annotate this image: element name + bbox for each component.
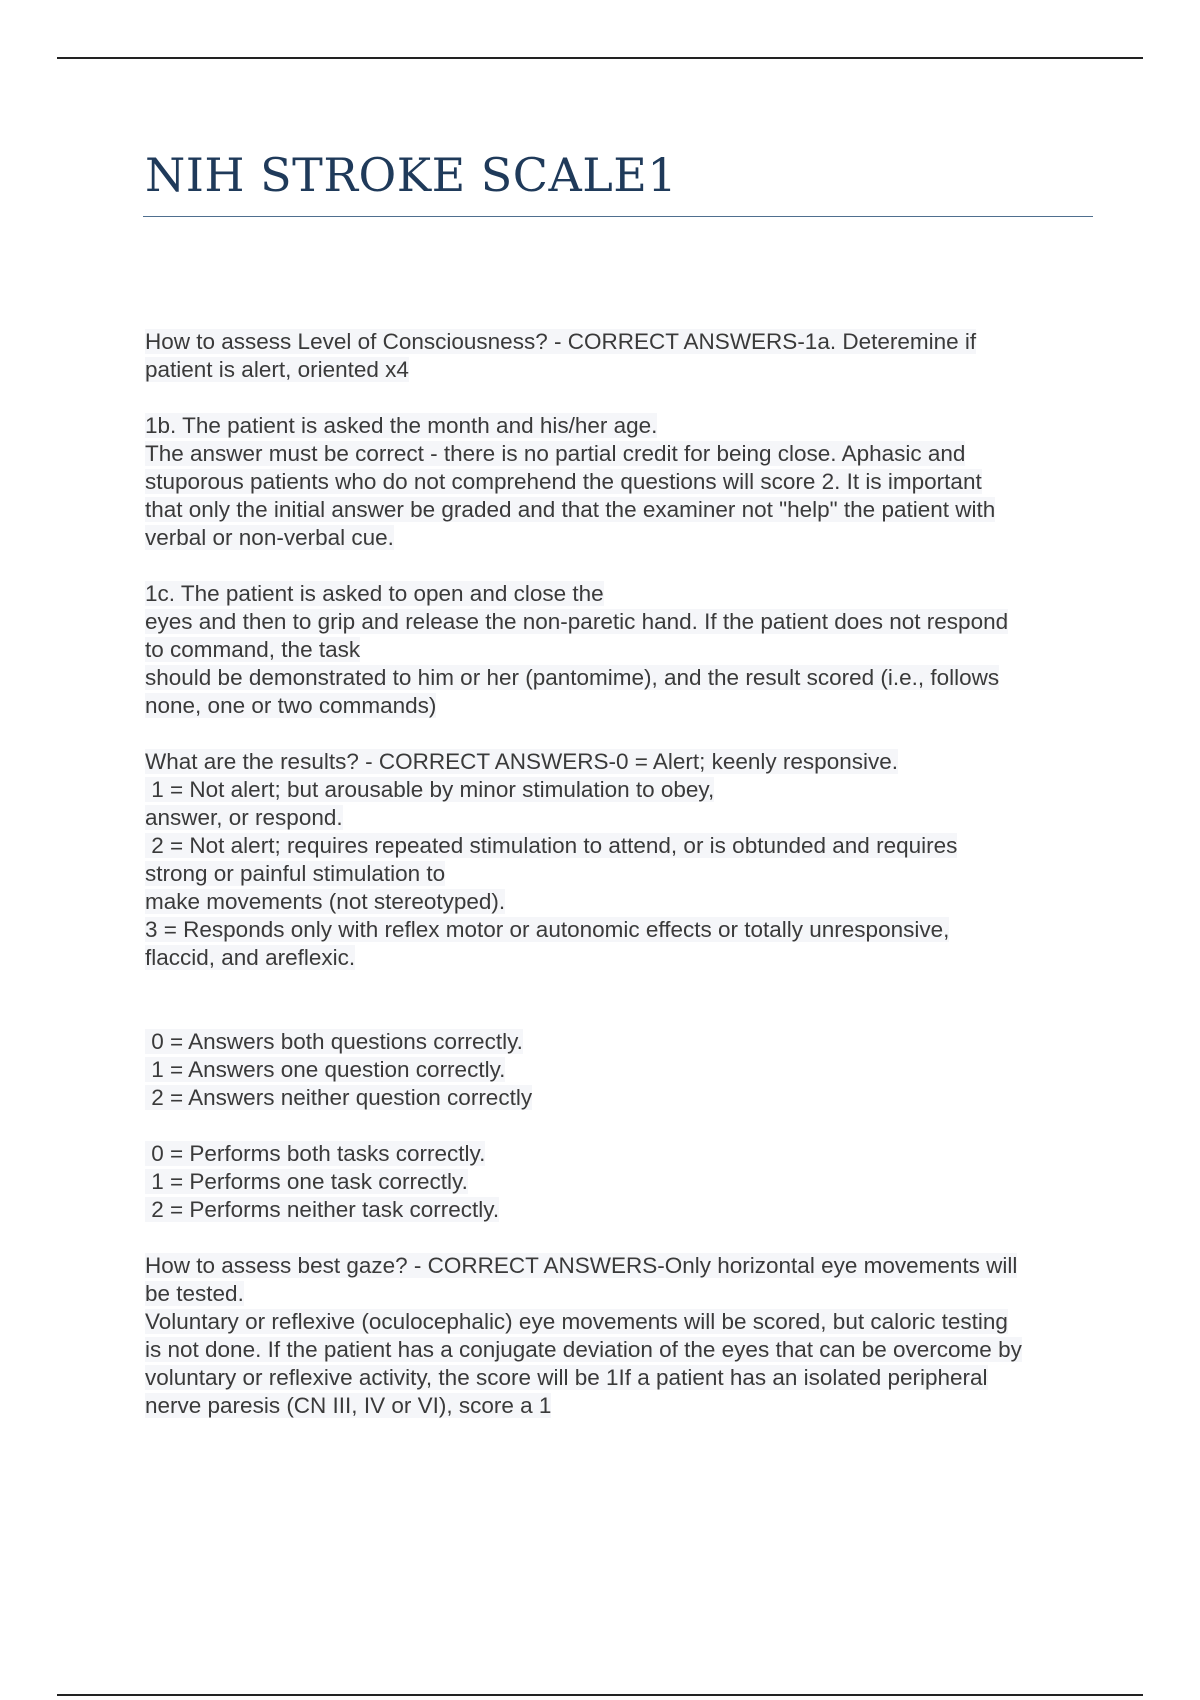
text-line (145, 524, 1105, 552)
text-line-content: to command, the task (145, 637, 361, 662)
text-line-content: verbal or non-verbal cue. (145, 525, 394, 550)
text-line-content: 0 = Performs both tasks correctly. (145, 1141, 486, 1166)
text-line-content: should be demonstrated to him or her (pantomime), and the result scored (i.e., follows (145, 665, 1000, 690)
text-line-content: 2 = Performs neither task correctly. (145, 1197, 500, 1222)
text-line-content: 1 = Performs one task correctly. (145, 1169, 468, 1194)
text-line (145, 580, 1105, 608)
text-line (145, 860, 1105, 888)
text-line (145, 664, 1105, 692)
text-line (145, 1392, 1105, 1420)
text-line-content: The answer must be correct - there is no partial credit for being close. Aphasic and (145, 441, 966, 466)
text-line-content: be tested. (145, 1281, 244, 1306)
text-line-content: voluntary or reflexive activity, the score will be 1If a patient has an isolated peripheral (145, 1365, 988, 1390)
text-line (145, 328, 1105, 356)
text-line-content: that only the initial answer be graded and that the examiner not "help" the patient with (145, 497, 996, 522)
text-line-content: Voluntary or reflexive (oculocephalic) eye movements will be scored, but caloric testing (145, 1309, 1008, 1334)
paragraph-level-of-consciousness (145, 328, 1105, 384)
text-line (145, 776, 1105, 804)
text-line (145, 832, 1105, 860)
paragraph-answers-scores (145, 1028, 1105, 1112)
text-line-content: How to assess Level of Consciousness? - CORRECT ANSWERS-1a. Deteremine if (145, 329, 977, 354)
text-line-content: stuporous patients who do not comprehend the questions will score 2. It is important (145, 469, 982, 494)
text-line-content: 1 = Not alert; but arousable by minor stimulation to obey, (145, 777, 715, 802)
text-line-content: flaccid, and areflexic. (145, 945, 356, 970)
text-line-content: 1c. The patient is asked to open and close the (145, 581, 604, 606)
text-line (145, 356, 1105, 384)
text-line (145, 916, 1105, 944)
paragraph-best-gaze (145, 1252, 1105, 1420)
text-line (145, 748, 1105, 776)
text-line-content: 3 = Responds only with reflex motor or autonomic effects or totally unresponsive, (145, 917, 950, 942)
document-body (145, 328, 1105, 1448)
text-line-content: nerve paresis (CN III, IV or VI), score a 1 (145, 1393, 552, 1418)
text-line (145, 608, 1105, 636)
text-line (145, 1056, 1105, 1084)
title-underline (143, 216, 1093, 217)
paragraph-1c (145, 580, 1105, 720)
text-line (145, 496, 1105, 524)
text-line (145, 468, 1105, 496)
text-line (145, 1196, 1105, 1224)
text-line-content: 2 = Answers neither question correctly (145, 1085, 533, 1110)
text-line-content: 0 = Answers both questions correctly. (145, 1029, 523, 1054)
text-line-content: eyes and then to grip and release the non-paretic hand. If the patient does not respond (145, 609, 1009, 634)
text-line-content: What are the results? - CORRECT ANSWERS-0 = Alert; keenly responsive. (145, 749, 898, 774)
text-line-content: 2 = Not alert; requires repeated stimulation to attend, or is obtunded and requires (145, 833, 958, 858)
text-line (145, 804, 1105, 832)
text-line-content: answer, or respond. (145, 805, 343, 830)
text-line-content: patient is alert, oriented x4 (145, 357, 409, 382)
text-line (145, 1028, 1105, 1056)
text-line (145, 944, 1105, 972)
text-line (145, 1336, 1105, 1364)
text-line (145, 1140, 1105, 1168)
text-line (145, 440, 1105, 468)
text-line-content: 1 = Answers one question correctly. (145, 1057, 506, 1082)
text-line (145, 1280, 1105, 1308)
page-top-rule (57, 57, 1143, 59)
text-line (145, 888, 1105, 916)
text-line-content: is not done. If the patient has a conjugate deviation of the eyes that can be overcome by (145, 1337, 1022, 1362)
text-line (145, 1168, 1105, 1196)
paragraph-1b (145, 412, 1105, 552)
text-line-content: How to assess best gaze? - CORRECT ANSWERS-Only horizontal eye movements will (145, 1253, 1018, 1278)
text-line (145, 412, 1105, 440)
text-line (145, 1252, 1105, 1280)
text-line (145, 692, 1105, 720)
text-line (145, 636, 1105, 664)
text-line-content: strong or painful stimulation to (145, 861, 446, 886)
text-line (145, 1364, 1105, 1392)
page-title: NIH STROKE SCALE1 (145, 148, 678, 202)
text-line (145, 1084, 1105, 1112)
text-line-content: make movements (not stereotyped). (145, 889, 506, 914)
page-bottom-rule (57, 1694, 1143, 1696)
text-line (145, 1308, 1105, 1336)
paragraph-tasks-scores (145, 1140, 1105, 1224)
text-line-content: none, one or two commands) (145, 693, 437, 718)
paragraph-results (145, 748, 1105, 972)
text-line-content: 1b. The patient is asked the month and his/her age. (145, 413, 658, 438)
